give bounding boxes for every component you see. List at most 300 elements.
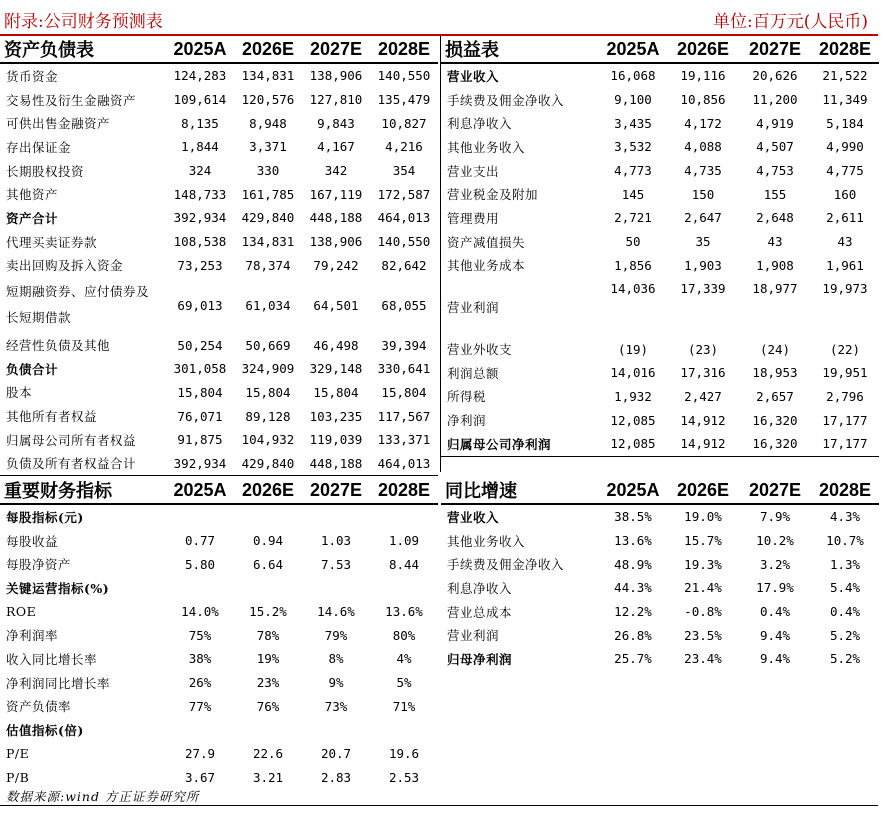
value-cell: 76,071 xyxy=(177,408,223,424)
row-label: 归属母公司净利润 xyxy=(441,432,599,456)
value-cell: 117,567 xyxy=(377,408,431,424)
value-cell: 17,177 xyxy=(822,412,868,428)
value-cell: 4% xyxy=(396,651,412,667)
value-cell: 11,349 xyxy=(822,92,868,108)
value-cell: 5.80 xyxy=(184,556,216,572)
value-cell: 2,648 xyxy=(756,210,794,226)
value-cell xyxy=(234,576,302,600)
value-cell: (24) xyxy=(759,341,791,357)
value-cell: 133,371 xyxy=(377,432,431,448)
value-cell xyxy=(370,504,438,529)
row-label: 交易性及衍生金融资产 xyxy=(6,92,137,108)
value-cell: 8.44 xyxy=(388,556,420,572)
table-row xyxy=(0,111,438,135)
table-title: 损益表 xyxy=(441,36,599,63)
value-cell: 329,148 xyxy=(309,361,363,377)
table-row xyxy=(0,552,438,576)
row-label: 营业总成本 xyxy=(447,604,513,620)
value-cell: 4,507 xyxy=(756,139,794,155)
value-cell: 2,427 xyxy=(684,388,722,404)
value-cell: 21,522 xyxy=(822,68,868,84)
value-cell: 73,253 xyxy=(177,257,223,273)
year-header: 2028E xyxy=(811,36,879,63)
row-label: 经营性负债及其他 xyxy=(6,338,111,354)
table-row xyxy=(441,529,879,553)
value-cell: 22.6 xyxy=(252,746,284,762)
value-cell: 38.5% xyxy=(614,509,652,525)
value-cell: 26.8% xyxy=(614,627,652,643)
table-row xyxy=(441,206,879,230)
value-cell xyxy=(370,718,438,742)
value-cell xyxy=(302,504,370,529)
value-cell: 1,961 xyxy=(826,257,864,273)
year-header: 2025A xyxy=(166,36,234,63)
table-row xyxy=(0,695,438,719)
value-cell: 1.09 xyxy=(388,533,420,549)
value-cell: 354 xyxy=(392,163,416,179)
year-header: 2027E xyxy=(302,36,370,63)
value-cell: 26% xyxy=(188,675,212,691)
value-cell xyxy=(302,576,370,600)
value-cell: 3.67 xyxy=(184,769,216,785)
value-cell: 330,641 xyxy=(377,361,431,377)
row-label: 营业支出 xyxy=(447,163,500,179)
value-cell: 4,773 xyxy=(614,163,652,179)
row-label: 净利润同比增长率 xyxy=(6,675,111,691)
row-label: 归属母公司所有者权益 xyxy=(6,432,137,448)
value-cell: 4,216 xyxy=(385,139,423,155)
value-cell: 50,254 xyxy=(177,337,223,353)
row-label: P/E xyxy=(6,746,30,762)
value-cell: 342 xyxy=(324,163,348,179)
value-cell: 324,909 xyxy=(241,361,295,377)
value-cell: 5.2% xyxy=(829,651,861,667)
table-row xyxy=(0,135,438,159)
value-cell: 35 xyxy=(695,234,711,250)
value-cell: 301,058 xyxy=(173,361,227,377)
value-cell: 19.3% xyxy=(684,556,722,572)
value-cell: 3.2% xyxy=(759,556,791,572)
value-cell: 11,200 xyxy=(752,92,798,108)
table-header-row xyxy=(441,36,879,63)
table-row xyxy=(0,718,438,742)
value-cell: 19,973 xyxy=(822,281,868,297)
value-cell: 3.21 xyxy=(252,769,284,785)
value-cell: 69,013 xyxy=(177,297,223,313)
value-cell: 2.53 xyxy=(388,769,420,785)
value-cell: 2,721 xyxy=(614,210,652,226)
value-cell: 138,906 xyxy=(309,68,363,84)
value-cell: 103,235 xyxy=(309,408,363,424)
row-label: 可供出售金融资产 xyxy=(6,116,111,132)
table-header-row xyxy=(0,477,438,504)
value-cell: 140,550 xyxy=(377,234,431,250)
value-cell xyxy=(302,718,370,742)
value-cell: 134,831 xyxy=(241,68,295,84)
value-cell: 14,912 xyxy=(667,432,739,456)
value-cell: 23% xyxy=(256,675,280,691)
value-cell: 19.6 xyxy=(388,746,420,762)
value-cell xyxy=(166,504,234,529)
value-cell: 3,532 xyxy=(614,139,652,155)
value-cell: 13.6% xyxy=(614,533,652,549)
value-cell: 145 xyxy=(621,186,645,202)
row-label: 货币资金 xyxy=(6,68,59,84)
table-header-row xyxy=(0,36,438,63)
value-cell: 78,374 xyxy=(245,257,291,273)
table-row xyxy=(0,504,438,529)
value-cell: 7.9% xyxy=(759,509,791,525)
table-row xyxy=(441,432,879,456)
value-cell: 2,647 xyxy=(684,210,722,226)
table-header-row xyxy=(441,477,879,504)
value-cell: 448,188 xyxy=(309,210,363,226)
value-cell: 0.4% xyxy=(759,604,791,620)
year-header: 2026E xyxy=(234,36,302,63)
value-cell: 25.7% xyxy=(614,651,652,667)
row-label: 手续费及佣金净收入 xyxy=(447,557,565,573)
year-header: 2026E xyxy=(667,477,739,504)
row-label: 营业收入 xyxy=(447,68,500,84)
row-label: 资产负债率 xyxy=(6,699,72,715)
row-label: 收入同比增长率 xyxy=(6,651,98,667)
table-row xyxy=(0,159,438,183)
value-cell: 50,669 xyxy=(245,337,291,353)
table-row xyxy=(0,357,438,381)
unit-label: 单位:百万元(人民币) xyxy=(713,12,868,32)
value-cell: 15,804 xyxy=(177,384,223,400)
value-cell: 19% xyxy=(256,651,280,667)
value-cell: (23) xyxy=(687,341,719,357)
value-cell: 429,840 xyxy=(241,210,295,226)
value-cell: 23.4% xyxy=(684,651,722,667)
value-cell: 10,827 xyxy=(381,115,427,131)
appendix-title: 附录:公司财务预测表 xyxy=(4,12,163,32)
value-cell: 10.7% xyxy=(826,533,864,549)
value-cell: 14.6% xyxy=(317,604,355,620)
year-header: 2026E xyxy=(667,36,739,63)
row-label: 每股收益 xyxy=(6,533,59,549)
yoy-growth-table xyxy=(441,477,879,671)
value-cell xyxy=(234,718,302,742)
value-cell: 16,320 xyxy=(739,432,811,456)
value-cell: 14.0% xyxy=(181,604,219,620)
year-header: 2026E xyxy=(234,477,302,504)
value-cell: -0.8% xyxy=(684,604,722,620)
value-cell: 20.7 xyxy=(320,746,352,762)
table-row xyxy=(0,600,438,624)
value-cell: 15.2% xyxy=(249,604,287,620)
value-cell: 19,951 xyxy=(822,365,868,381)
value-cell: 134,831 xyxy=(241,234,295,250)
row-label-line: 长短期借款 xyxy=(6,310,72,326)
table-row xyxy=(0,452,438,476)
value-cell: 68,055 xyxy=(381,297,427,313)
value-cell: 15,804 xyxy=(381,384,427,400)
value-cell: 4,919 xyxy=(756,115,794,131)
row-label: 营业利润 xyxy=(447,628,500,644)
value-cell: 8,948 xyxy=(249,115,287,131)
value-cell: 4,990 xyxy=(826,139,864,155)
table-row xyxy=(0,230,438,254)
value-cell: 127,810 xyxy=(309,92,363,108)
row-label: 负债合计 xyxy=(6,361,59,377)
value-cell: 9,100 xyxy=(614,92,652,108)
value-cell: 124,283 xyxy=(173,68,227,84)
value-cell: 5.2% xyxy=(829,627,861,643)
value-cell: 50 xyxy=(625,234,641,250)
row-label: 其他资产 xyxy=(6,187,59,203)
value-cell: 12.2% xyxy=(614,604,652,620)
table-title: 同比增速 xyxy=(441,477,599,504)
value-cell: 13.6% xyxy=(385,604,423,620)
table-row xyxy=(441,647,879,671)
row-label: 归母净利润 xyxy=(447,651,513,667)
row-label: 净利润率 xyxy=(6,628,59,644)
row-label: 关键运营指标(%) xyxy=(6,580,110,596)
table-row xyxy=(441,600,879,624)
value-cell: 9,843 xyxy=(317,115,355,131)
value-cell: 14,036 xyxy=(610,281,656,297)
value-cell: 135,479 xyxy=(377,92,431,108)
value-cell: 330 xyxy=(256,163,280,179)
value-cell: 17,339 xyxy=(680,281,726,297)
row-label: 存出保证金 xyxy=(6,139,72,155)
value-cell: 5.4% xyxy=(829,580,861,596)
value-cell: 140,550 xyxy=(377,68,431,84)
income-statement-table xyxy=(441,36,879,457)
value-cell: 4,167 xyxy=(317,139,355,155)
value-cell: 1,903 xyxy=(684,257,722,273)
value-cell: 160 xyxy=(833,186,857,202)
value-cell: 80% xyxy=(392,627,416,643)
row-label: 其他所有者权益 xyxy=(6,409,98,425)
value-cell: 89,128 xyxy=(245,408,291,424)
value-cell: 109,614 xyxy=(173,92,227,108)
value-cell: 10.2% xyxy=(756,533,794,549)
value-cell: 20,626 xyxy=(752,68,798,84)
value-cell: 9% xyxy=(328,675,344,691)
value-cell: 91,875 xyxy=(177,432,223,448)
value-cell: 3,435 xyxy=(614,115,652,131)
value-cell: 429,840 xyxy=(234,452,302,476)
value-cell: 18,953 xyxy=(752,365,798,381)
table-row xyxy=(441,63,879,88)
value-cell: 64,501 xyxy=(313,297,359,313)
value-cell: 8% xyxy=(328,651,344,667)
value-cell: 172,587 xyxy=(377,186,431,202)
value-cell: 6.64 xyxy=(252,556,284,572)
value-cell: 44.3% xyxy=(614,580,652,596)
value-cell: 14,016 xyxy=(610,365,656,381)
table-row xyxy=(441,576,879,600)
table-row xyxy=(441,385,879,409)
year-header: 2027E xyxy=(739,477,811,504)
row-label: 利润总额 xyxy=(447,365,500,381)
value-cell: 1.03 xyxy=(320,533,352,549)
value-cell xyxy=(370,576,438,600)
table-row xyxy=(441,277,879,337)
value-cell: 75% xyxy=(188,627,212,643)
table-row xyxy=(441,504,879,529)
value-cell: 1,908 xyxy=(756,257,794,273)
row-label: 净利润 xyxy=(447,413,487,429)
row-label: 资产减值损失 xyxy=(447,234,526,250)
row-label: 代理买卖证券款 xyxy=(6,234,98,250)
title-bar xyxy=(0,0,884,34)
value-cell: 79% xyxy=(324,627,348,643)
table-row xyxy=(0,381,438,405)
table-row xyxy=(0,63,438,88)
value-cell: 2,657 xyxy=(756,388,794,404)
table-row xyxy=(0,206,438,230)
row-label: ROE xyxy=(6,604,37,620)
row-label: 其他业务收入 xyxy=(447,139,526,155)
row-label: 营业收入 xyxy=(447,509,500,525)
value-cell: 7.53 xyxy=(320,556,352,572)
table-row xyxy=(0,254,438,278)
table-row xyxy=(441,135,879,159)
value-cell: 0.4% xyxy=(829,604,861,620)
key-indicators-section xyxy=(0,477,438,789)
value-cell: 73% xyxy=(324,698,348,714)
value-cell: 4,088 xyxy=(684,139,722,155)
table-row xyxy=(0,277,438,333)
yoy-growth-section xyxy=(441,477,879,671)
table-row xyxy=(441,230,879,254)
value-cell: 79,242 xyxy=(313,257,359,273)
value-cell: 43 xyxy=(767,234,783,250)
table-row xyxy=(0,766,438,790)
value-cell: 392,934 xyxy=(166,452,234,476)
row-label: 利息净收入 xyxy=(447,580,513,596)
value-cell: 4,172 xyxy=(684,115,722,131)
year-header: 2028E xyxy=(370,477,438,504)
table-row xyxy=(441,182,879,206)
value-cell: 19.0% xyxy=(684,509,722,525)
row-label: 所得税 xyxy=(447,389,487,405)
value-cell: 14,912 xyxy=(680,412,726,428)
value-cell: 108,538 xyxy=(173,234,227,250)
bottom-rule xyxy=(0,805,878,806)
value-cell: 138,906 xyxy=(309,234,363,250)
value-cell: 2,796 xyxy=(826,388,864,404)
table-row xyxy=(441,111,879,135)
value-cell xyxy=(234,504,302,529)
row-label: 营业外收支 xyxy=(447,342,513,358)
row-label xyxy=(0,277,166,333)
value-cell: 5,184 xyxy=(826,115,864,131)
row-label: 其他业务收入 xyxy=(447,533,526,549)
year-header: 2028E xyxy=(811,477,879,504)
value-cell: 16,068 xyxy=(610,68,656,84)
value-cell: 17,316 xyxy=(680,365,726,381)
table-row xyxy=(441,361,879,385)
value-cell: 82,642 xyxy=(381,257,427,273)
value-cell: 38% xyxy=(188,651,212,667)
value-cell: 15,804 xyxy=(245,384,291,400)
value-cell: 71% xyxy=(392,698,416,714)
value-cell: 23.5% xyxy=(684,627,722,643)
table-row xyxy=(0,647,438,671)
value-cell: 1,932 xyxy=(614,388,652,404)
value-cell: 9.4% xyxy=(759,651,791,667)
value-cell: 167,119 xyxy=(309,186,363,202)
table-row xyxy=(441,88,879,112)
value-cell: 19,116 xyxy=(680,68,726,84)
value-cell: 15.7% xyxy=(684,533,722,549)
value-cell: 155 xyxy=(763,186,787,202)
value-cell: 2.83 xyxy=(320,769,352,785)
row-label: 其他业务成本 xyxy=(447,258,526,274)
column-divider xyxy=(440,36,441,472)
value-cell: 4,735 xyxy=(684,163,722,179)
data-source-note: 数据来源:wind 方正证券研究所 xyxy=(6,789,200,804)
value-cell: 119,039 xyxy=(309,432,363,448)
income-statement-section xyxy=(441,36,879,457)
value-cell: 39,394 xyxy=(381,337,427,353)
value-cell: 1,844 xyxy=(181,139,219,155)
table-row xyxy=(0,182,438,206)
value-cell: 27.9 xyxy=(184,746,216,762)
value-cell: 48.9% xyxy=(614,556,652,572)
value-cell: 3,371 xyxy=(249,139,287,155)
value-cell: 150 xyxy=(691,186,715,202)
table-row xyxy=(441,159,879,183)
value-cell: 76% xyxy=(256,698,280,714)
row-label: 股本 xyxy=(6,385,33,401)
table-row xyxy=(0,623,438,647)
value-cell: 12,085 xyxy=(599,432,667,456)
value-cell: 104,932 xyxy=(241,432,295,448)
value-cell: 1.3% xyxy=(829,556,861,572)
row-label: 卖出回购及拆入资金 xyxy=(6,258,124,274)
value-cell: 18,977 xyxy=(752,281,798,297)
value-cell: 448,188 xyxy=(302,452,370,476)
value-cell: 161,785 xyxy=(241,186,295,202)
row-label: 资产合计 xyxy=(6,210,59,226)
row-label: 每股指标(元) xyxy=(6,509,84,525)
table-row xyxy=(441,254,879,278)
year-header: 2025A xyxy=(599,36,667,63)
value-cell: 43 xyxy=(837,234,853,250)
value-cell: 120,576 xyxy=(241,92,295,108)
row-label-line: 短期融资券、应付债券及 xyxy=(6,284,150,300)
value-cell xyxy=(166,576,234,600)
value-cell: 8,135 xyxy=(181,115,219,131)
row-label: 利息净收入 xyxy=(447,116,513,132)
table-title: 资产负债表 xyxy=(0,36,166,63)
value-cell xyxy=(166,718,234,742)
year-header: 2027E xyxy=(302,477,370,504)
value-cell: (19) xyxy=(617,341,649,357)
value-cell: 0.77 xyxy=(184,533,216,549)
value-cell: 5% xyxy=(396,675,412,691)
value-cell: 78% xyxy=(256,627,280,643)
table-row xyxy=(0,333,438,357)
year-header: 2027E xyxy=(739,36,811,63)
value-cell: 464,013 xyxy=(377,210,431,226)
value-cell: 46,498 xyxy=(313,337,359,353)
value-cell: 9.4% xyxy=(759,627,791,643)
balance-sheet-section xyxy=(0,36,438,476)
table-row xyxy=(441,552,879,576)
value-cell: 1,856 xyxy=(614,257,652,273)
row-label: 每股净资产 xyxy=(6,557,72,573)
value-cell: 61,034 xyxy=(245,297,291,313)
table-row xyxy=(441,623,879,647)
value-cell: 0.94 xyxy=(252,533,284,549)
